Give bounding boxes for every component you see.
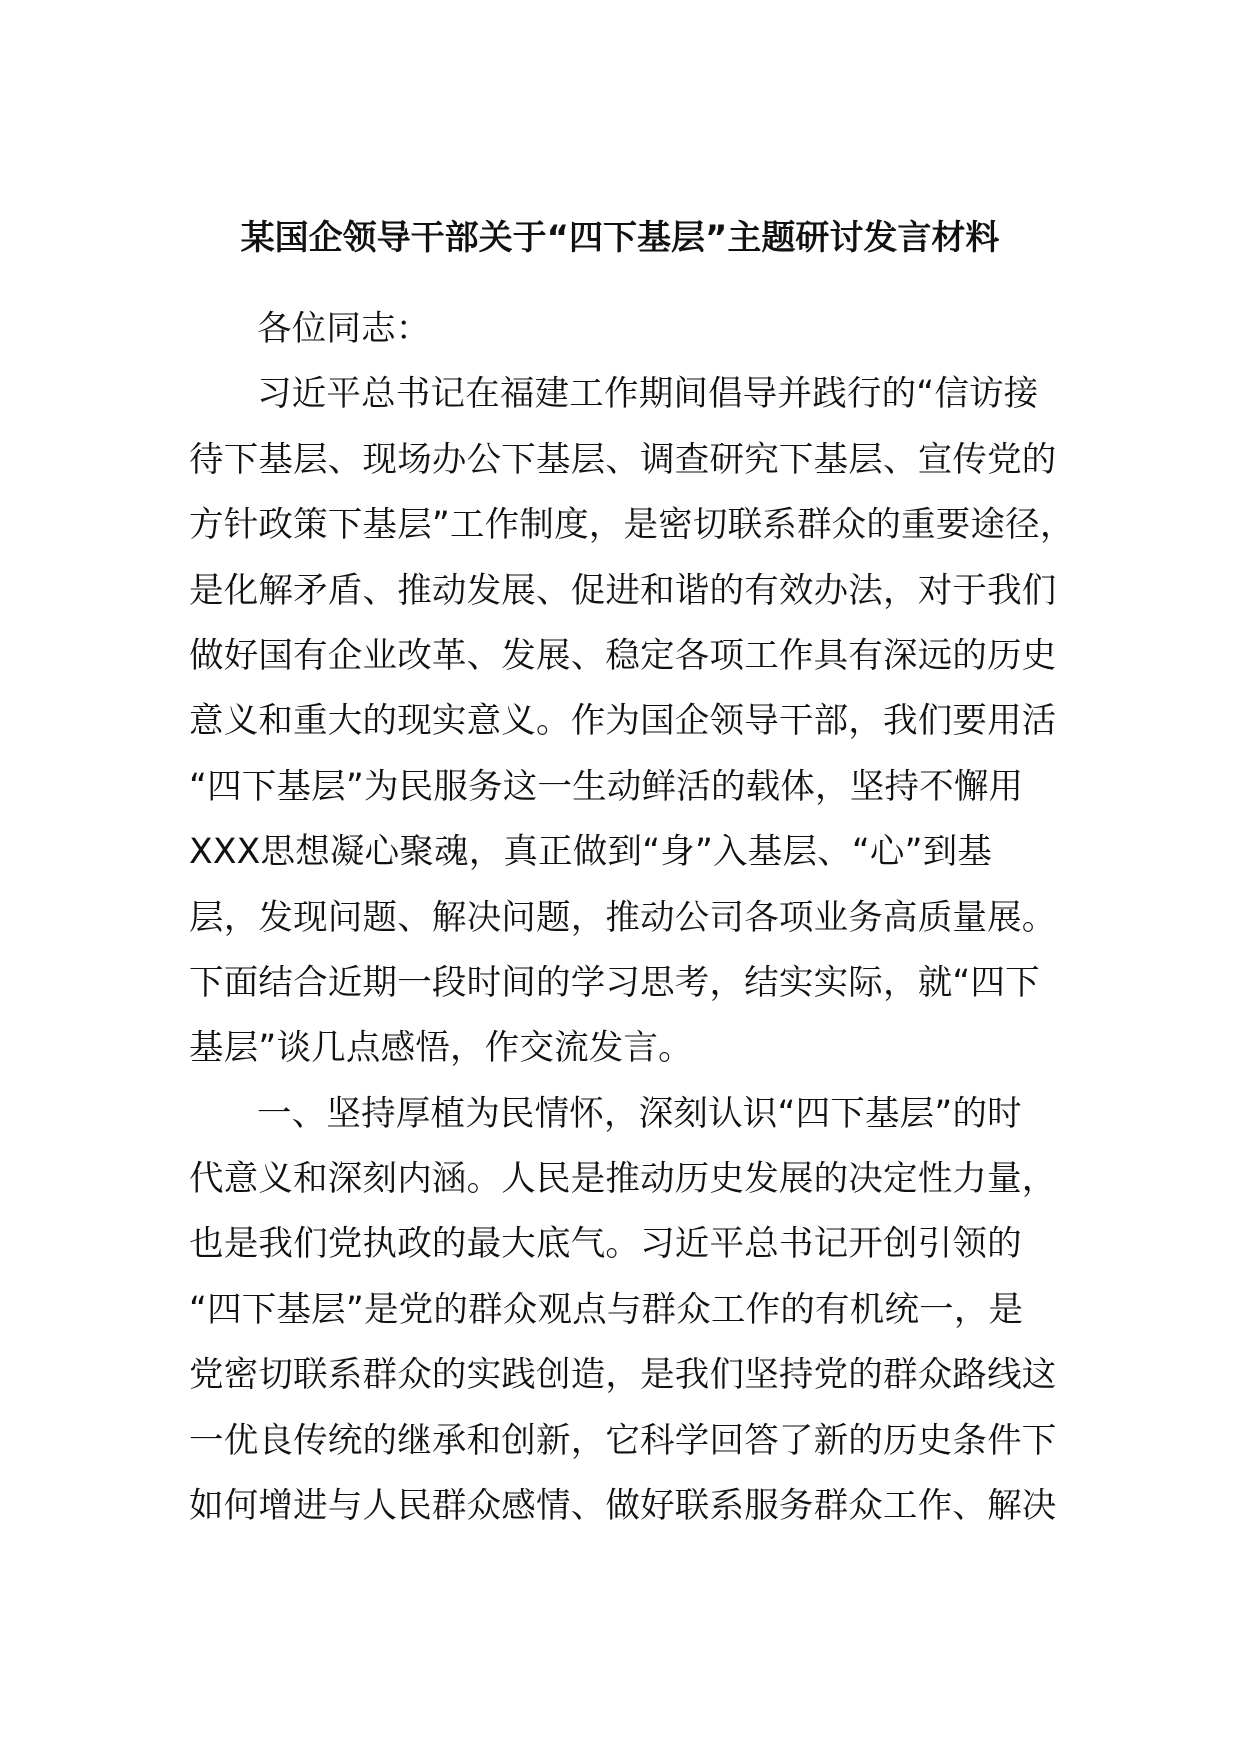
text-line: 各位同志：: [257, 309, 431, 349]
text-line: 基层”谈几点感悟，作交流发言。: [189, 1028, 693, 1069]
text-line: 一优良传统的继承和创新，它科学回答了新的历史条件下: [189, 1420, 1057, 1461]
text-line: 做好国有企业改革、发展、稳定各项工作具有深远的历史: [189, 635, 1057, 676]
text-line: 党密切联系群众的实践创造，是我们坚持党的群众路线这: [189, 1355, 1057, 1396]
document-body: [189, 304, 1075, 1546]
text-line: 习近平总书记在福建工作期间倡导并践行的“信访接: [257, 374, 1039, 415]
text-line: 意义和重大的现实意义。作为国企领导干部，我们要用活: [189, 701, 1057, 742]
text-line: 如何增进与人民群众感情、做好联系服务群众工作、解决: [189, 1486, 1057, 1527]
text-line: 下面结合近期一段时间的学习思考，结实实际，就“四下: [189, 962, 1040, 1003]
text-line: XXX思想凝心聚魂，真正做到“身”入基层、“心”到基: [189, 832, 993, 873]
text-line: 代意义和深刻内涵。人民是推动历史发展的决定性力量，: [189, 1159, 1057, 1200]
text-line: “四下基层”是党的群众观点与群众工作的有机统一，是: [189, 1289, 1024, 1330]
text-line: 一、坚持厚植为民情怀，深刻认识“四下基层”的时: [257, 1093, 1022, 1134]
text-line: 层，发现问题、解决问题，推动公司各项业务高质量展。: [189, 897, 1057, 938]
text-line: 是化解矛盾、推动发展、促进和谐的有效办法，对于我们: [189, 570, 1057, 611]
text-line: 方针政策下基层”工作制度，是密切联系群众的重要途径，: [189, 505, 1075, 546]
text-line: 也是我们党执政的最大底气。习近平总书记开创引领的: [189, 1224, 1022, 1265]
text-line: 待下基层、现场办公下基层、调查研究下基层、宣传党的: [189, 439, 1057, 480]
document-title: 某国企领导干部关于“四下基层”主题研讨发言材料: [240, 218, 1000, 258]
text-line: “四下基层”为民服务这一生动鲜活的载体，坚持不懈用: [189, 766, 1024, 807]
